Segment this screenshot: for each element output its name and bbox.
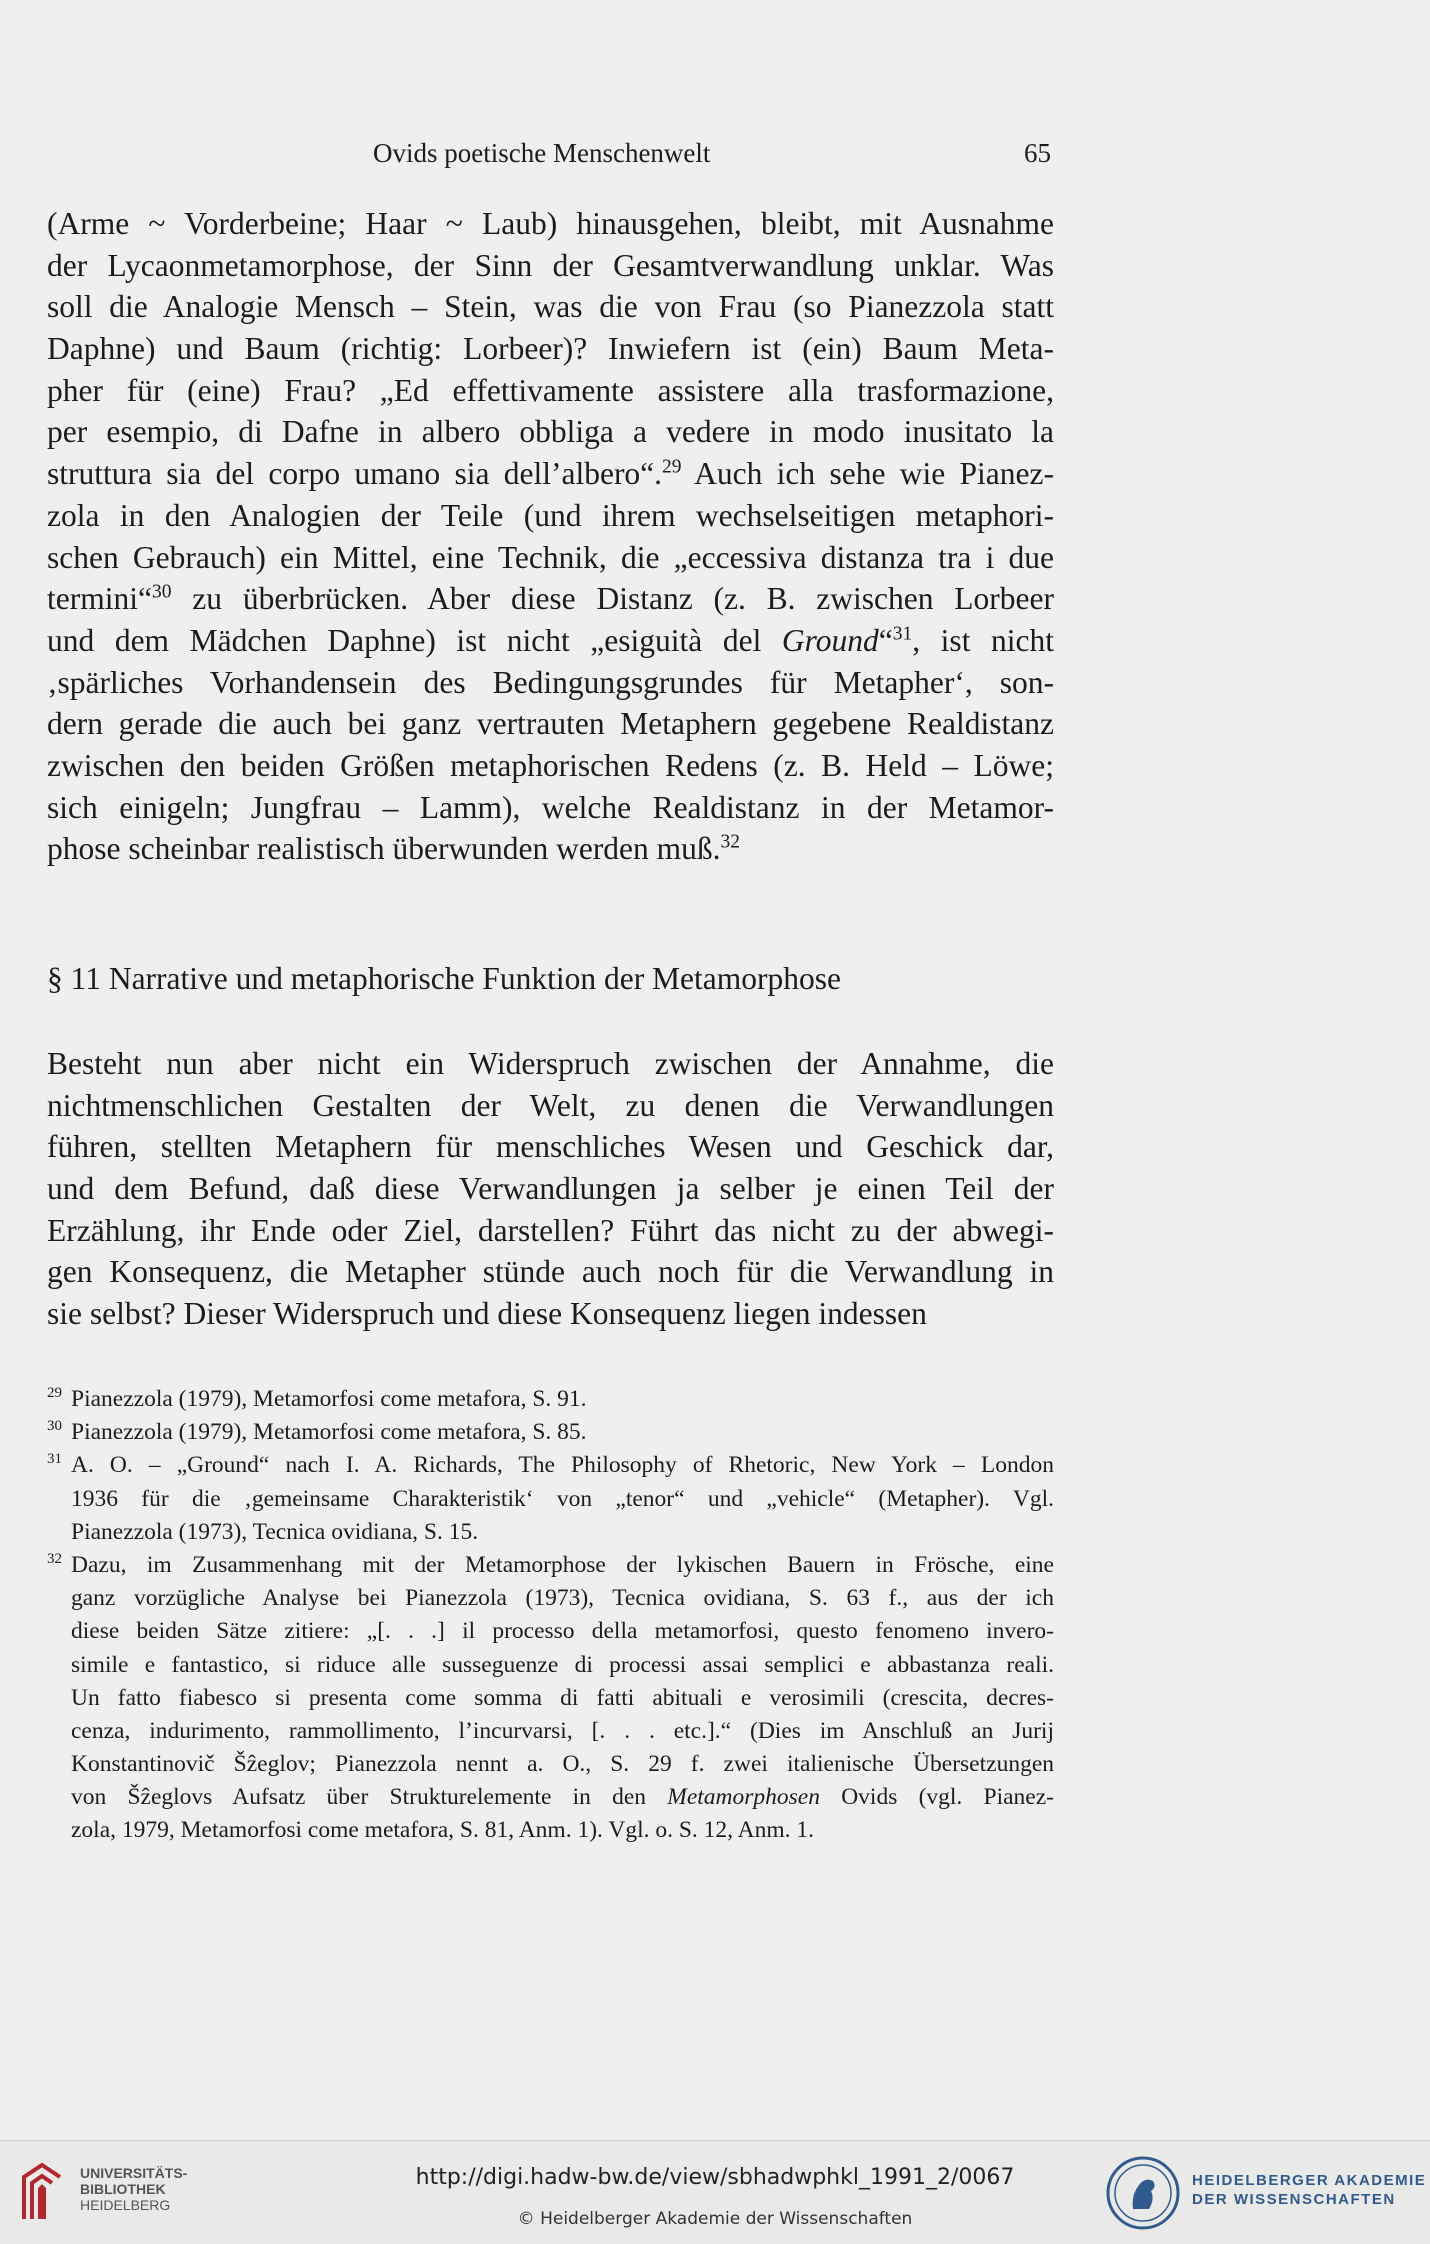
text-line: sie selbst? Dieser Widerspruch und diese Konsequenz liegen indessen xyxy=(47,1296,927,1332)
text-line: ganz vorzügliche Analyse bei Pianezzola (1973), Tecnica ovidiana, S. 63 f., aus der ich xyxy=(71,1585,1054,1612)
academy-line-1: HEIDELBERGER AKADEMIE xyxy=(1192,2172,1427,2189)
text-line: der Lycaonmetamorphose, der Sinn der Gesamtverwandlung unklar. Was xyxy=(47,247,1054,283)
text-line: cenza, indurimento, rammollimento, l’incurvarsi, [. . . etc.].“ (Dies im Anschluß an Jurij xyxy=(71,1717,1054,1744)
copyright-notice: © Heidelberger Akademie der Wissenschaften xyxy=(517,2209,913,2229)
text-line: zola, 1979, Metamorfosi come metafora, S. 81, Anm. 1). Vgl. o. S. 12, Anm. 1. xyxy=(71,1817,814,1844)
text-line: soll die Analogie Mensch – Stein, was die von Frau (so Pianezzola statt xyxy=(47,289,1054,325)
text-line: Besteht nun aber nicht ein Widerspruch zwischen der Annahme, die xyxy=(47,1046,1054,1081)
text-line xyxy=(47,453,1054,495)
footnote-text xyxy=(71,1449,1054,1549)
text-line: sich einigeln; Jungfrau – Lamm), welche Realdistanz in der Metamor- xyxy=(47,789,1054,825)
text-segment: und dem Mädchen Daphne) ist nicht „esiguità del xyxy=(47,622,782,658)
text-line: diese beiden Sätze zitiere: „[. . .] il processo della metamorfosi, questo fenomeno invero- xyxy=(71,1618,1054,1645)
running-head-title: Ovids poetische Menschenwelt xyxy=(373,138,711,168)
viewer-footer xyxy=(0,2140,1430,2244)
footnote-reference: 32 xyxy=(720,831,741,853)
text-line: (Arme ~ Vorderbeine; Haar ~ Laub) hinausgehen, bleibt, mit Ausnahme xyxy=(47,206,1054,241)
footnote-reference: 31 xyxy=(892,623,913,645)
footnote-text xyxy=(71,1549,1054,1848)
text-segment: “ xyxy=(878,622,893,658)
text-line: führen, stellten Metaphern für menschliches Wesen und Geschick dar, xyxy=(47,1129,1054,1165)
footnote xyxy=(47,1416,1054,1449)
ub-line-1: UNIVERSITÄTS- xyxy=(80,2165,188,2181)
text-line: gen Konsequenz, die Metapher stünde auch noch für die Verwandlung in xyxy=(47,1254,1054,1290)
permalink-url[interactable]: http://digi.hadw-bw.de/view/sbhadwphkl_1991_2/0067 xyxy=(415,2165,1015,2190)
footnote-text xyxy=(71,1416,1054,1449)
text-line: pher für (eine) Frau? „Ed effettivamente assistere alla trasformazione, xyxy=(47,372,1054,408)
academy-name xyxy=(1192,2171,1426,2209)
text-line: Pianezzola (1979), Metamorfosi come metafora, S. 85. xyxy=(71,1419,587,1446)
text-segment: zu überbrücken. Aber diese Distanz (z. B. zwischen Lorbeer xyxy=(171,581,1054,617)
footnote-reference: 30 xyxy=(151,581,172,603)
paragraph-2 xyxy=(47,1043,1054,1335)
italic-text: Ground xyxy=(781,622,879,658)
text-line: Un fatto fiabesco si presenta come somma di fatti abituali e verosimili (crescita, decres- xyxy=(71,1684,1054,1711)
italic-text: Metamorphosen xyxy=(667,1784,820,1811)
text-line: Pianezzola (1973), Tecnica ovidiana, S. 15. xyxy=(71,1518,479,1545)
text-line: Konstantinovič Šẑeglov; Pianezzola nennt a. O., S. 29 f. zwei italienische Übersetzungen xyxy=(71,1751,1054,1778)
text-line xyxy=(47,578,1054,620)
text-line: Pianezzola (1979), Metamorfosi come metafora, S. 91. xyxy=(71,1386,587,1412)
ub-line-3: HEIDELBERG xyxy=(80,2197,171,2213)
running-head xyxy=(0,138,1430,178)
footnotes xyxy=(47,1383,1054,1848)
text-line: A. O. – „Ground“ nach I. A. Richards, The Philosophy of Rhetoric, New York – London xyxy=(71,1452,1054,1479)
text-segment: phose scheinbar realistisch überwunden werden muß. xyxy=(47,831,721,867)
text-line: zwischen den beiden Größen metaphorischen Redens (z. B. Held – Löwe; xyxy=(47,747,1054,783)
text-segment: Auch ich sehe wie Pianez- xyxy=(681,456,1054,492)
text-segment: struttura sia del corpo umano sia dell’albero“. xyxy=(47,456,663,492)
academy-seal-icon xyxy=(1105,2155,1181,2231)
paragraph-1 xyxy=(47,203,1054,870)
text-line: per esempio, di Dafne in albero obbliga a vedere in modo inusitato la xyxy=(47,414,1054,450)
text-line: dern gerade die auch bei ganz vertrauten Metaphern gegebene Realdistanz xyxy=(47,706,1054,742)
footnote-text xyxy=(71,1383,1054,1416)
text-segment: Ovids (vgl. Pianez- xyxy=(819,1784,1054,1811)
footnote-reference: 29 xyxy=(662,456,682,478)
section-heading: § 11 Narrative und metaphorische Funktion der Metamorphose xyxy=(47,961,842,996)
text-line: Daphne) und Baum (richtig: Lorbeer)? Inwiefern ist (ein) Baum Meta- xyxy=(47,331,1054,367)
footnote-number: 30 xyxy=(47,1418,62,1435)
text-line: Erzählung, ihr Ende oder Ziel, darstellen? Führt das nicht zu der abwegi- xyxy=(47,1212,1054,1248)
text-segment: von Šẑeglovs Aufsatz über Strukturelemente in den xyxy=(71,1784,668,1811)
text-line: Dazu, im Zusammenhang mit der Metamorphose der lykischen Bauern in Frösche, eine xyxy=(71,1551,1054,1578)
text-line: ‚spärliches Vorhandensein des Bedingungsgrundes für Metapher‘, son- xyxy=(47,664,1054,700)
footnote-number: 29 xyxy=(47,1385,62,1401)
text-line xyxy=(71,1781,1054,1814)
text-segment: termini“ xyxy=(47,581,152,617)
footnote xyxy=(47,1383,1054,1416)
text-line: schen Gebrauch) ein Mittel, eine Technik, die „eccessiva distanza tra i due xyxy=(47,539,1054,575)
footnote-number: 31 xyxy=(47,1451,62,1468)
text-line: zola in den Analogien der Teile (und ihrem wechselseitigen metaphori- xyxy=(47,497,1054,533)
footnote xyxy=(47,1449,1054,1549)
text-segment: , ist nicht xyxy=(912,622,1054,658)
footnote xyxy=(47,1549,1054,1848)
academy-line-2: DER WISSENSCHAFTEN xyxy=(1192,2191,1396,2208)
text-line: nichtmenschlichen Gestalten der Welt, zu denen die Verwandlungen xyxy=(47,1087,1054,1123)
page-number: 65 xyxy=(1024,138,1051,168)
text-line xyxy=(47,620,1054,662)
ub-line-2: BIBLIOTHEK xyxy=(80,2181,166,2197)
text-line xyxy=(47,828,1054,870)
text-line: simile e fantastico, si riduce alle susseguenze di processi assai semplici e abbastanza reali. xyxy=(71,1651,1054,1678)
text-line: und dem Befund, daß diese Verwandlungen ja selber je einen Teil der xyxy=(47,1171,1054,1207)
text-line: 1936 für die ‚gemeinsame Charakteristik‘ von „tenor“ und „vehicle“ (Metapher). Vgl. xyxy=(71,1485,1054,1512)
footnote-number: 32 xyxy=(47,1550,62,1567)
